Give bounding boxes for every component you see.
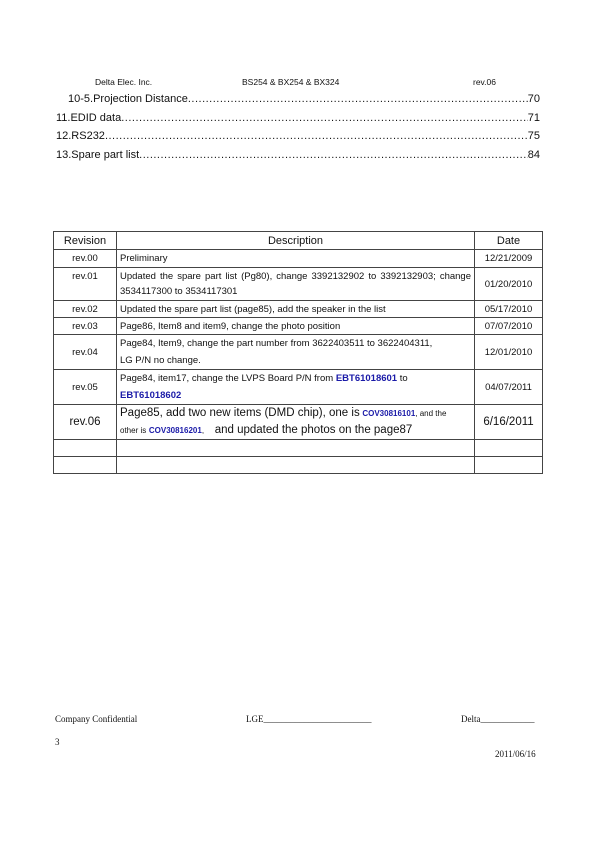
revision-cell: rev.05 bbox=[54, 370, 117, 405]
description-text: Page85, add two new items (DMD chip), one is bbox=[120, 407, 360, 419]
empty-cell bbox=[117, 457, 475, 474]
table-row bbox=[54, 370, 543, 405]
date-cell: 01/20/2010 bbox=[475, 268, 543, 301]
table-of-contents bbox=[56, 93, 540, 167]
part-number: COV30816201 bbox=[148, 426, 202, 435]
footer-date: 2011/06/16 bbox=[495, 749, 536, 759]
toc-leader bbox=[121, 112, 528, 124]
toc-page: 75 bbox=[527, 130, 540, 142]
empty-cell bbox=[54, 440, 117, 457]
toc-page: 71 bbox=[527, 111, 540, 124]
toc-page: 70 bbox=[527, 93, 540, 105]
description-cell: Page86, Item8 and item9, change the photo position bbox=[117, 318, 475, 335]
description-text: , bbox=[201, 426, 205, 435]
header-company: Delta Elec. Inc. bbox=[95, 77, 153, 87]
toc-leader bbox=[139, 149, 528, 161]
footer-confidential: Company Confidential bbox=[55, 714, 138, 724]
description-text: , and the bbox=[415, 409, 447, 418]
table-row bbox=[54, 457, 543, 474]
footer-delta-signature: Delta____________ bbox=[461, 714, 535, 724]
revision-cell: rev.02 bbox=[54, 301, 117, 318]
date-cell: 12/21/2009 bbox=[475, 250, 543, 268]
part-number: EBT61018602 bbox=[120, 390, 182, 401]
table-row bbox=[54, 335, 543, 370]
toc-label: 13.Spare part list bbox=[56, 148, 140, 161]
description-line: LG P/N no change. bbox=[120, 355, 201, 366]
toc-entry[interactable] bbox=[56, 130, 540, 149]
revision-table bbox=[53, 231, 543, 474]
revision-cell: rev.01 bbox=[54, 268, 117, 301]
table-row bbox=[54, 440, 543, 457]
part-number: EBT61018601 bbox=[335, 373, 398, 384]
description-text: and updated the photos on the page87 bbox=[214, 424, 413, 436]
toc-entry[interactable] bbox=[56, 112, 540, 131]
table-row bbox=[54, 301, 543, 318]
footer-lge-signature: LGE________________________ bbox=[246, 714, 372, 724]
column-header-revision: Revision bbox=[54, 232, 117, 250]
description-text: other is bbox=[120, 426, 147, 435]
description-cell: Updated the spare part list (page85), add the speaker in the list bbox=[117, 301, 475, 318]
date-cell: 07/07/2010 bbox=[475, 318, 543, 335]
description-text: to bbox=[399, 373, 408, 384]
description-cell: Preliminary bbox=[117, 250, 475, 268]
table-row bbox=[54, 318, 543, 335]
table-row bbox=[54, 268, 543, 301]
toc-page: 84 bbox=[527, 148, 540, 161]
description-line: Page84, Item9, change the part number from 3622403511 to 3622404311, bbox=[120, 338, 433, 349]
revision-cell: rev.06 bbox=[54, 405, 117, 440]
revision-cell: rev.00 bbox=[54, 250, 117, 268]
header-model: BS254 & BX254 & BX324 bbox=[242, 77, 340, 87]
revision-cell: rev.03 bbox=[54, 318, 117, 335]
toc-leader bbox=[188, 93, 528, 105]
column-header-description: Description bbox=[117, 232, 475, 250]
description-cell bbox=[117, 370, 475, 405]
date-cell: 04/07/2011 bbox=[475, 370, 543, 405]
empty-cell bbox=[475, 440, 543, 457]
page-number: 3 bbox=[55, 737, 60, 747]
description-cell bbox=[117, 405, 475, 440]
table-row bbox=[54, 405, 543, 440]
description-text: Page84, item17, change the LVPS Board P/N from bbox=[120, 373, 334, 384]
toc-leader bbox=[105, 130, 528, 142]
empty-cell bbox=[54, 457, 117, 474]
empty-cell bbox=[117, 440, 475, 457]
description-cell: Updated the spare part list (Pg80), change 3392132902 to 3392132903; change 3534117300 to 3534117301 bbox=[117, 268, 475, 301]
toc-entry[interactable] bbox=[56, 149, 540, 168]
empty-cell bbox=[475, 457, 543, 474]
revision-cell: rev.04 bbox=[54, 335, 117, 370]
header-revision: rev.06 bbox=[473, 77, 496, 87]
toc-label: 12.RS232 bbox=[56, 130, 105, 142]
toc-entry[interactable] bbox=[56, 93, 540, 112]
table-header-row bbox=[54, 232, 543, 250]
column-header-date: Date bbox=[475, 232, 543, 250]
date-cell: 12/01/2010 bbox=[475, 335, 543, 370]
description-cell bbox=[117, 335, 475, 370]
toc-label: 10-5.Projection Distance bbox=[68, 93, 188, 105]
date-cell: 6/16/2011 bbox=[475, 405, 543, 440]
table-row bbox=[54, 250, 543, 268]
date-cell: 05/17/2010 bbox=[475, 301, 543, 318]
part-number: COV30816101 bbox=[362, 409, 416, 418]
toc-label: 11.EDID data bbox=[56, 111, 122, 124]
